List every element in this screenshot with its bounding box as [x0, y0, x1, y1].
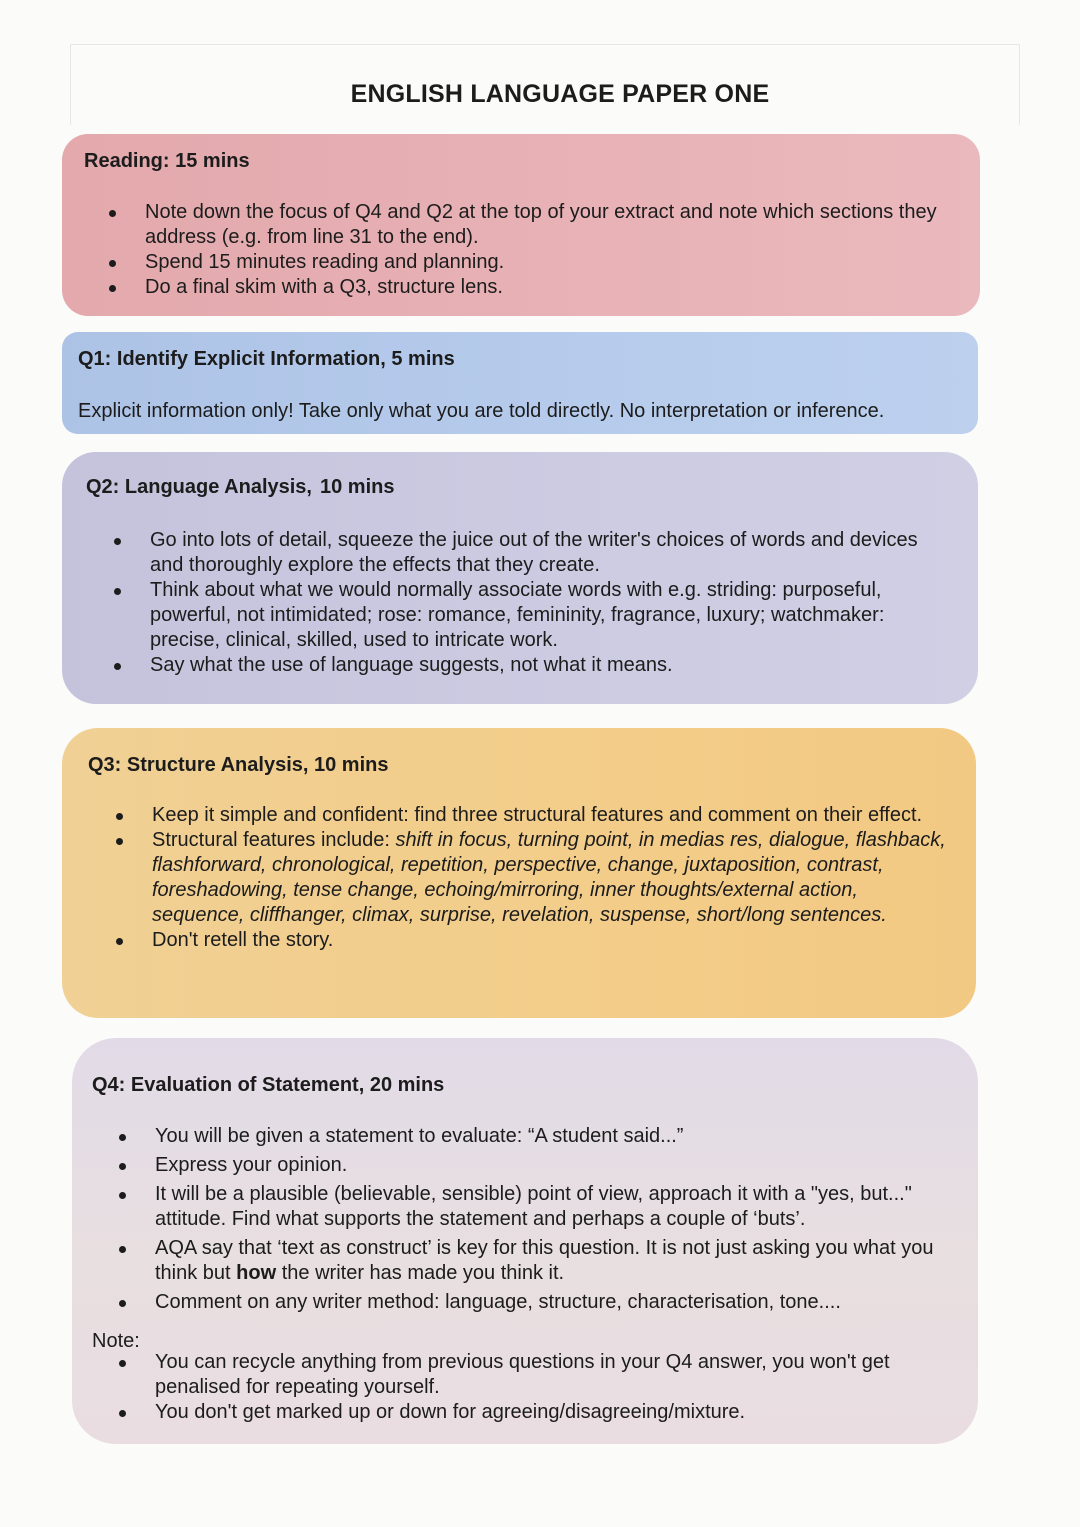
q4-note-1: You can recycle anything from previous questions in your Q4 answer, you won't get penalised for repeating yourself. [155, 1351, 890, 1398]
q4-bullet-4-emphasis: how [236, 1262, 277, 1284]
document-title: ENGLISH LANGUAGE PAPER ONE [350, 80, 770, 108]
list-item [155, 1400, 955, 1425]
reading-bullet-1: Note down the focus of Q4 and Q2 at the top of your extract and note which sections they address (e.g. from line 31 to the end). [145, 201, 937, 248]
list-item [155, 1350, 955, 1400]
reading-bullet-3: Do a final skim with a Q3, structure lens. [145, 276, 503, 298]
list-item [150, 528, 950, 578]
q4-bullet-1: You will be given a statement to evaluate: “A student said...” [155, 1125, 684, 1147]
q2-bullet-list [150, 528, 950, 678]
reading-bullet-list [145, 200, 957, 300]
bullet-icon [114, 538, 121, 545]
q2-bullet-3: Say what the use of language suggests, not what it means. [150, 654, 673, 676]
list-item [155, 1290, 945, 1315]
list-item [152, 803, 952, 828]
list-item [150, 653, 950, 678]
q2-bullet-2: Think about what we would normally associate words with e.g. striding: purposeful, powerful, not intimidated; rose: romance, femininity, fragrance, luxury; watchmaker: precise, clinical, skilled, used to intricate work. [150, 579, 885, 651]
list-item [155, 1236, 945, 1286]
bullet-icon [116, 838, 123, 845]
q4-bullet-3: It will be a plausible (believable, sensible) point of view, approach it with a "yes, but..." attitude. Find what supports the statement and perhaps a couple of ‘buts’. [155, 1183, 912, 1230]
list-item [155, 1153, 945, 1178]
bullet-icon [116, 938, 123, 945]
q4-note-list [155, 1350, 955, 1425]
q1-heading: Q1: Identify Explicit Information, 5 mins [78, 348, 455, 370]
list-item [145, 250, 957, 275]
bullet-icon [116, 813, 123, 820]
bullet-icon [114, 663, 121, 670]
list-item [155, 1182, 945, 1232]
reading-heading: Reading: 15 mins [84, 150, 250, 172]
q4-bullet-4-text-end: the writer has made you think it. [276, 1262, 565, 1284]
q3-bullet-list [152, 803, 952, 953]
list-item [150, 578, 950, 653]
bullet-icon [109, 285, 116, 292]
q3-bullet-2-lead: Structural features include: [152, 829, 396, 851]
list-item [152, 828, 952, 928]
q3-bullet-2 [152, 828, 952, 928]
q3-heading: Q3: Structure Analysis, 10 mins [88, 754, 389, 776]
bullet-icon [119, 1134, 126, 1141]
bullet-icon [114, 588, 121, 595]
q4-bullet-2: Express your opinion. [155, 1154, 348, 1176]
q2-heading [86, 476, 394, 499]
bullet-icon [109, 260, 116, 267]
bullet-icon [109, 210, 116, 217]
q2-heading-time: 10 mins [320, 476, 395, 498]
list-item [152, 928, 952, 953]
q3-bullet-3: Don't retell the story. [152, 929, 334, 951]
q3-structural-features: shift in focus, turning point, in medias res, dialogue, flashback, flashforward, chronological, repetition, perspective, change, juxtaposition, contrast, foreshadowing, tense change, echoing/mirroring, inner thoughts/external action, sequence, cliffhanger, climax, surprise, revelation, suspense, short/long sentences. [152, 829, 946, 926]
q2-heading-title: Q2: Language Analysis, [86, 476, 312, 498]
bullet-icon [119, 1163, 126, 1170]
q4-bullet-list [155, 1124, 945, 1315]
q4-bullet-4-text: AQA say that ‘text as construct’ is key for this question. It is not just asking you what you think but [155, 1237, 934, 1284]
q4-heading: Q4: Evaluation of Statement, 20 mins [92, 1074, 445, 1096]
bullet-icon [119, 1410, 126, 1417]
list-item [155, 1124, 945, 1149]
reading-bullet-2: Spend 15 minutes reading and planning. [145, 251, 505, 273]
bullet-icon [119, 1246, 126, 1253]
q4-note-2: You don't get marked up or down for agreeing/disagreeing/mixture. [155, 1401, 746, 1423]
q2-bullet-1: Go into lots of detail, squeeze the juice out of the writer's choices of words and devices and thoroughly explore the effects that they create. [150, 529, 918, 576]
q1-text: Explicit information only! Take only what you are told directly. No interpretation or inference. [78, 400, 885, 422]
list-item [145, 200, 957, 250]
bullet-icon [119, 1300, 126, 1307]
bullet-icon [119, 1360, 126, 1367]
q4-bullet-4 [155, 1236, 945, 1286]
q4-note-label: Note: [92, 1330, 140, 1352]
q3-bullet-1: Keep it simple and confident: find three structural features and comment on their effect. [152, 804, 923, 826]
q4-bullet-5: Comment on any writer method: language, structure, characterisation, tone.... [155, 1291, 841, 1313]
bullet-icon [119, 1192, 126, 1199]
list-item [145, 275, 957, 300]
